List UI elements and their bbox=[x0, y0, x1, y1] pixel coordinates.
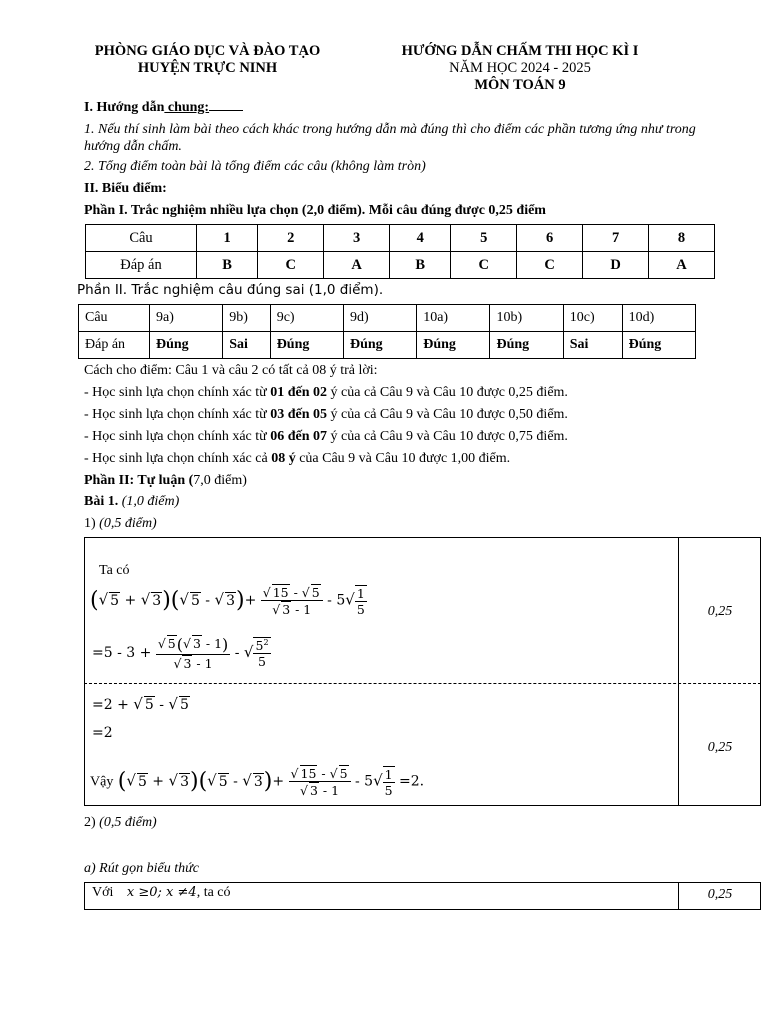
question-cell: 9c) bbox=[270, 305, 343, 332]
question-cell: 3 bbox=[324, 225, 390, 252]
answer-cell: C bbox=[451, 252, 517, 279]
vay-label: Vậy bbox=[90, 774, 114, 790]
answer-cell: C bbox=[258, 252, 324, 279]
multiple-choice-table bbox=[85, 224, 715, 279]
question1-label: 1) (0,5 điểm) bbox=[84, 516, 157, 531]
question-cell: 9b) bbox=[223, 305, 270, 332]
district-name: HUYỆN TRỰC NINH bbox=[137, 60, 278, 76]
question-cell: 9a) bbox=[150, 305, 223, 332]
row-label: Đáp án bbox=[79, 332, 150, 359]
condition-line: Với x ≥0; x ≠4, ta có bbox=[92, 885, 231, 900]
table-row bbox=[79, 305, 696, 332]
question2-label: 2) (0,5 điểm) bbox=[84, 815, 157, 830]
bai1-title: Bài 1. (1,0 điểm) bbox=[84, 494, 180, 509]
question-cell: 1 bbox=[197, 225, 258, 252]
answer-cell: Đúng bbox=[343, 332, 416, 359]
conclusion-line: Vậy (√ 5 + √ 3)(√ 5 - √ 3)+ $\frac{√ 15 - √ 5}{√ 3 - 1}$ - 5√ $\frac{1}{5}$ =2. bbox=[90, 766, 425, 798]
section2-title: II. Biểu điểm: bbox=[84, 181, 167, 196]
result: =2. bbox=[399, 773, 425, 790]
answer-cell: B bbox=[197, 252, 258, 279]
answer-cell: Sai bbox=[223, 332, 270, 359]
row-label: Câu bbox=[79, 305, 150, 332]
scoring-rule: - Học sinh lựa chọn chính xác cả 08 ý của Câu 9 và Câu 10 được 1,00 điểm. bbox=[84, 451, 511, 466]
expression-line-3: =2 + √ 5 - √ 5 bbox=[92, 695, 189, 713]
department-header bbox=[70, 43, 345, 77]
department-name: PHÒNG GIÁO DỤC VÀ ĐÀO TẠO bbox=[94, 43, 321, 59]
score-cell: 0,25 bbox=[707, 887, 733, 902]
answer-cell: Đúng bbox=[270, 332, 343, 359]
question-cell: 10c) bbox=[563, 305, 622, 332]
answer-cell: Đúng bbox=[490, 332, 563, 359]
answer-cell: Sai bbox=[563, 332, 622, 359]
question-cell: 2 bbox=[258, 225, 324, 252]
instruction-2: 2. Tổng điểm toàn bài là tổng điểm các câu (không làm tròn) bbox=[84, 159, 426, 174]
question-cell: 7 bbox=[583, 225, 649, 252]
question-cell: 5 bbox=[451, 225, 517, 252]
expression-line-2: =5 - 3 + $\frac{√ 5(√ 3 - 1)}{√ 3 - 1}$ - √ $\frac{5^2}{5}$ bbox=[92, 635, 269, 671]
expression-line-4: =2 bbox=[92, 725, 113, 741]
table-row bbox=[86, 252, 715, 279]
subject: MÔN TOÁN 9 bbox=[474, 77, 566, 93]
school-year: NĂM HỌC 2024 - 2025 bbox=[449, 60, 591, 76]
score-divider bbox=[678, 882, 679, 910]
true-false-table bbox=[78, 304, 696, 359]
score-cell: 0,25 bbox=[707, 740, 733, 755]
scoring-intro: Cách cho điểm: Câu 1 và câu 2 có tất cả 08 ý trả lời: bbox=[84, 363, 378, 378]
expression-line-1: (√ 5 + √ 3)(√ 5 - √ 3)+ $\frac{√ 15 - √ 5}{√ 3 - 1}$ - 5√ $\frac{1}{5}$ bbox=[90, 585, 365, 617]
question-cell: 10b) bbox=[490, 305, 563, 332]
question-cell: 6 bbox=[517, 225, 583, 252]
scoring-rule: - Học sinh lựa chọn chính xác từ 03 đến 05 ý của cả Câu 9 và Câu 10 được 0,50 điểm. bbox=[84, 407, 568, 422]
answer-cell: B bbox=[390, 252, 451, 279]
part1-title: Phần I. Trắc nghiệm nhiều lựa chọn (2,0 điểm). Mỗi câu đúng được 0,25 điểm bbox=[84, 203, 546, 218]
answer-cell: Đúng bbox=[417, 332, 490, 359]
table-row bbox=[79, 332, 696, 359]
answer-cell: A bbox=[324, 252, 390, 279]
score-cell: 0,25 bbox=[707, 604, 733, 619]
instruction-1: 1. Nếu thí sinh làm bài theo cách khác trong hướng dẫn mà đúng thì cho điểm các phần tương ứng như trong hướng dẫn chấm. bbox=[84, 122, 696, 154]
question-cell: 10d) bbox=[622, 305, 695, 332]
question-cell: 10a) bbox=[417, 305, 490, 332]
answer-cell: Đúng bbox=[622, 332, 695, 359]
answer-cell: C bbox=[517, 252, 583, 279]
answer-cell: D bbox=[583, 252, 649, 279]
exam-header bbox=[380, 43, 660, 94]
exam-title: HƯỚNG DẪN CHẤM THI HỌC KÌ I bbox=[401, 43, 639, 59]
question-cell: 9d) bbox=[343, 305, 416, 332]
table-row bbox=[86, 225, 715, 252]
part3-title: Phần II: Tự luận (7,0 điểm) bbox=[84, 473, 247, 488]
question-cell: 4 bbox=[390, 225, 451, 252]
answer-cell: Đúng bbox=[150, 332, 223, 359]
question-cell: 8 bbox=[649, 225, 715, 252]
row-label: Đáp án bbox=[86, 252, 197, 279]
ta-co-label: Ta có bbox=[99, 563, 130, 578]
section1-title: I. Hướng dẫn chung: bbox=[84, 100, 243, 116]
scoring-rule: - Học sinh lựa chọn chính xác từ 06 đến 07 ý của cả Câu 9 và Câu 10 được 0,75 điểm. bbox=[84, 429, 568, 444]
part2-title: Phần II. Trắc nghiệm câu đúng sai (1,0 điểm). bbox=[77, 282, 384, 298]
answer-cell: A bbox=[649, 252, 715, 279]
part-a-label: a) Rút gọn biểu thức bbox=[84, 861, 199, 876]
scoring-rule: - Học sinh lựa chọn chính xác từ 01 đến 02 ý của cả Câu 9 và Câu 10 được 0,25 điểm. bbox=[84, 385, 568, 400]
row-label: Câu bbox=[86, 225, 197, 252]
